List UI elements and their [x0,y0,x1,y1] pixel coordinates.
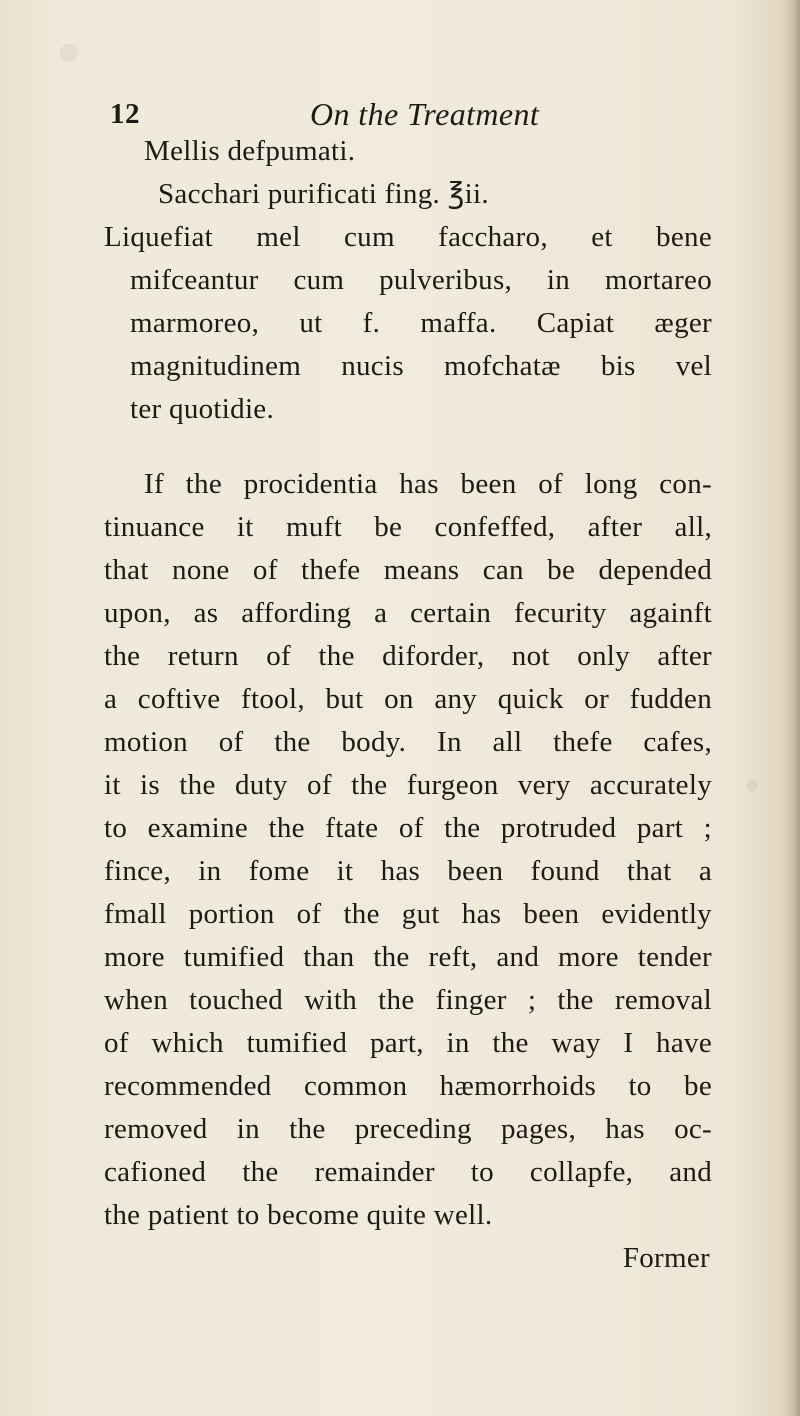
paragraph-gap [104,431,712,463]
paragraph-line: the patient to become quite well. [104,1199,493,1231]
catchword: Former [622,1242,710,1274]
paper-spot [746,780,758,792]
recipe-line: ter quotidie. [130,393,275,425]
paragraph-line: fmall portion of the gut has been evidently [104,898,712,930]
paragraph-line: motion of the body. In all thefe cafes, [104,726,712,758]
paragraph-line: a coftive ftool, but on any quick or fudden [104,683,712,715]
recipe-line: mifceantur cum pulveribus, in mortareo [130,264,712,296]
recipe-line: Mellis defpumati. [144,135,356,167]
paper-spot [60,44,78,62]
paragraph-line: upon, as affording a certain fecurity againft [104,597,712,629]
paragraph-line: fince, in fome it has been found that a [104,855,712,887]
paragraph-line: tinuance it muft be confeffed, after all, [104,511,712,543]
paragraph-line: to examine the ftate of the protruded part ; [104,812,712,844]
paragraph-line: it is the duty of the furgeon very accurately [104,769,712,801]
recipe-line: Liquefiat mel cum faccharo, et bene [104,221,712,253]
recipe-line: Sacchari purificati fing. ℥ii. [158,178,489,210]
paragraph-line: when touched with the finger ; the removal [104,984,712,1016]
running-head: On the Treatment [310,96,540,132]
paragraph-line: recommended common hæmorrhoids to be [104,1070,712,1102]
recipe-line: magnitudinem nucis mofchatæ bis vel [130,350,712,382]
page-number: 12 [110,98,140,130]
paragraph-line: cafioned the remainder to collapfe, and [104,1156,712,1188]
paragraph-line: removed in the preceding pages, has oc- [104,1113,712,1145]
paragraph-line: the return of the diforder, not only after [104,640,712,672]
page-edge-shadow [782,0,800,1416]
page-text [104,130,712,1280]
paragraph-line: of which tumified part, in the way I have [104,1027,712,1059]
paragraph-line: If the procidentia has been of long con- [144,468,712,500]
paragraph-line: more tumified than the reft, and more tender [104,941,712,973]
recipe-line: marmoreo, ut f. maffa. Capiat æger [130,307,712,339]
paragraph-line: that none of thefe means can be depended [104,554,712,586]
